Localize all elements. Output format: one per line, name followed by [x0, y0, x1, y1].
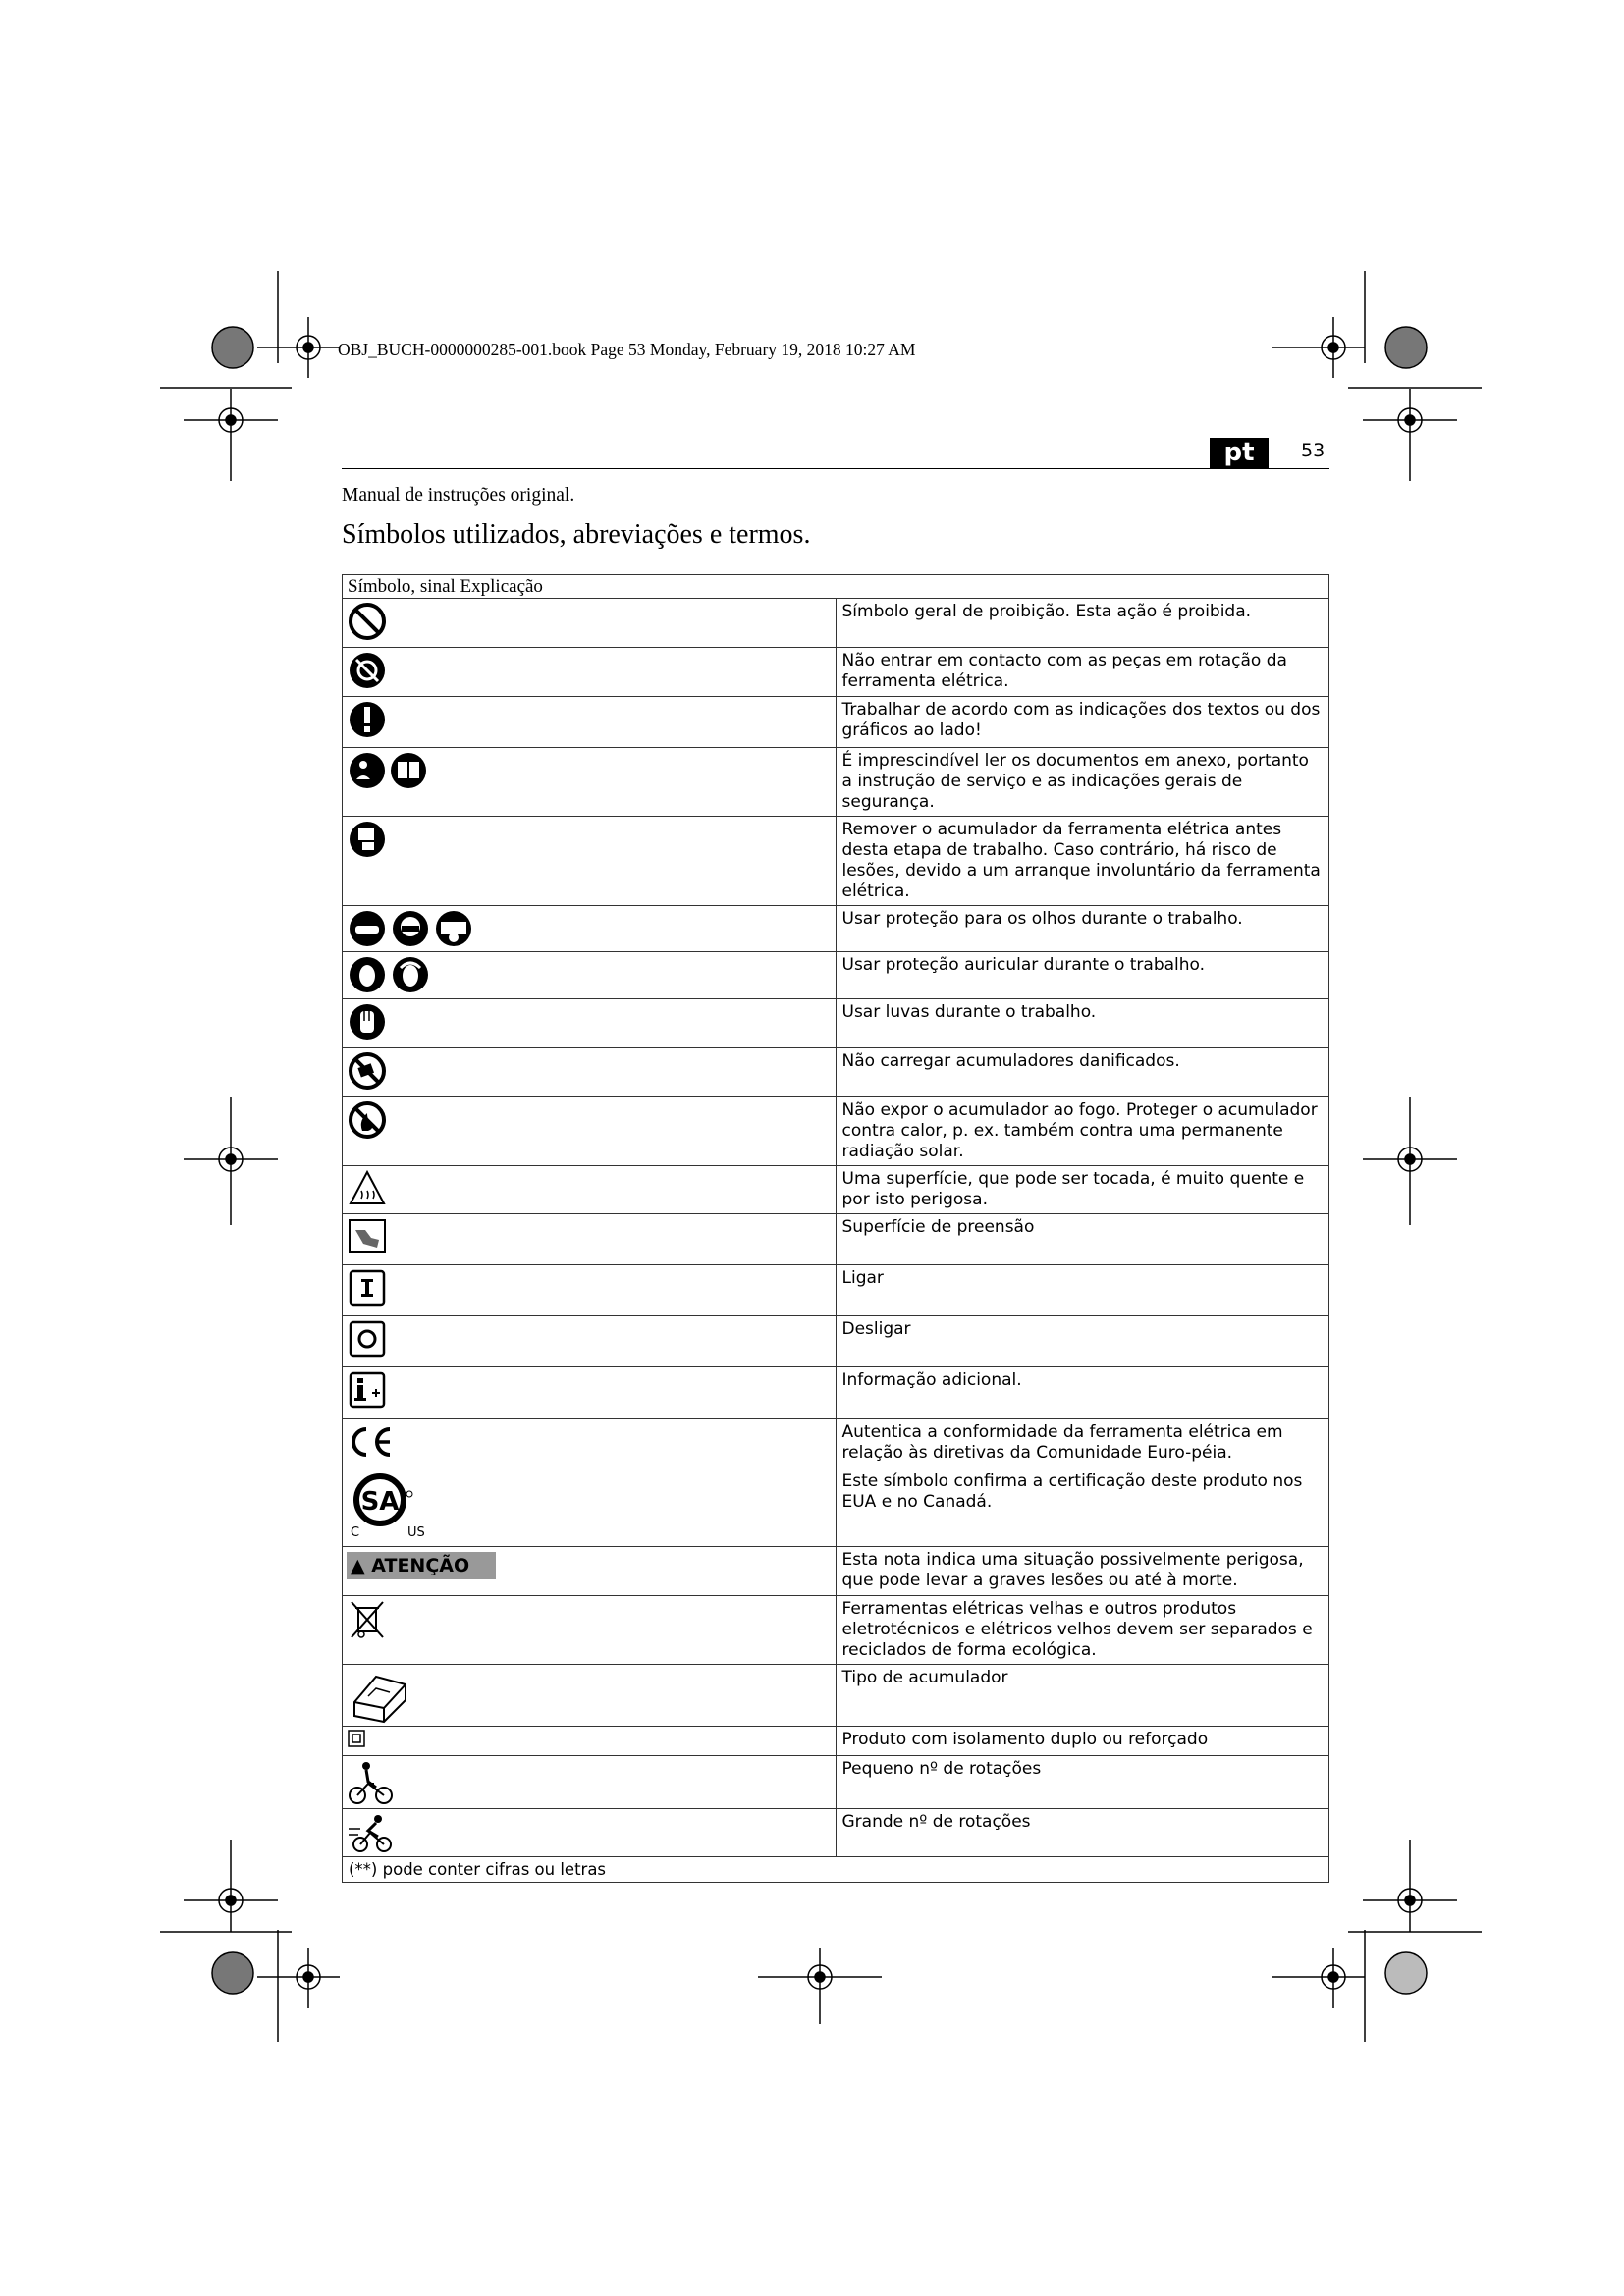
switch-on-icon [347, 1267, 388, 1308]
table-row [343, 1419, 1329, 1468]
table-row [343, 1265, 1329, 1316]
row-text: Esta nota indica uma situação possivelmente perigosa, que pode levar a graves lesões ou até à morte. [836, 1547, 1329, 1596]
table-row [343, 599, 1329, 648]
table-row [343, 1727, 1329, 1756]
remove-battery-icon [347, 819, 388, 860]
prohibition-icon [347, 601, 388, 642]
symbols-table [342, 574, 1329, 1883]
row-text: Símbolo geral de proibição. Esta ação é proibida. [836, 599, 1329, 648]
csa-us-label: US [407, 1525, 425, 1540]
header-rule [342, 468, 1329, 469]
table-row [343, 952, 1329, 999]
table-row [343, 1756, 1329, 1809]
ear-protection-icon [347, 954, 435, 995]
no-touch-rotating-icon [347, 650, 388, 691]
language-badge: pt [1210, 438, 1269, 468]
battery-type-icon [347, 1667, 415, 1724]
row-text: Tipo de acumulador [836, 1665, 1329, 1727]
row-text: Não carregar acumuladores danificados. [836, 1048, 1329, 1097]
exclamation-icon [347, 699, 388, 740]
table-row [343, 1547, 1329, 1596]
grip-surface-icon [347, 1216, 388, 1255]
table-row [343, 697, 1329, 748]
row-text: Desligar [836, 1316, 1329, 1367]
table-row [343, 817, 1329, 906]
ce-mark-icon [347, 1421, 396, 1463]
no-fire-battery-icon [347, 1099, 388, 1141]
row-text: Remover o acumulador da ferramenta elétrica antes desta etapa de trabalho. Caso contrário, há risco de lesões, devido a um arranque involuntário da ferramenta elétrica. [836, 817, 1329, 906]
row-text: Usar luvas durante o trabalho. [836, 999, 1329, 1048]
table-row [343, 1596, 1329, 1665]
table-row [343, 1166, 1329, 1214]
row-text: Uma superfície, que pode ser tocada, é muito quente e por isto perigosa. [836, 1166, 1329, 1214]
slow-bike-icon [347, 1758, 396, 1805]
row-text: Este símbolo confirma a certificação deste produto nos EUA e no Canadá. [836, 1468, 1329, 1547]
table-row [343, 1809, 1329, 1857]
csa-center-text: SA [360, 1487, 400, 1517]
table-row [343, 1367, 1329, 1419]
row-text: Ligar [836, 1265, 1329, 1316]
info-icon [347, 1369, 388, 1411]
row-text: Produto com isolamento duplo ou reforçado [836, 1727, 1329, 1756]
read-manual-icon [347, 750, 435, 791]
table-row [343, 1097, 1329, 1166]
table-row [343, 748, 1329, 817]
csa-mark-icon [347, 1470, 435, 1543]
row-text: Superfície de preensão [836, 1214, 1329, 1265]
row-text: É imprescindível ler os documentos em anexo, portanto a instrução de serviço e as indicações gerais de segurança. [836, 748, 1329, 817]
page-title: Símbolos utilizados, abreviações e termos. [342, 519, 811, 550]
row-text: Pequeno nº de rotações [836, 1756, 1329, 1809]
fast-bike-icon [347, 1811, 398, 1854]
weee-bin-icon [347, 1598, 388, 1641]
eye-protection-icon [347, 908, 478, 949]
row-text: Usar proteção auricular durante o trabalho. [836, 952, 1329, 999]
row-text: Grande nº de rotações [836, 1809, 1329, 1857]
csa-c-label: C [351, 1525, 360, 1540]
table-row [343, 999, 1329, 1048]
table-header: Símbolo, sinal Explicação [343, 575, 1329, 599]
double-insulation-icon [347, 1729, 366, 1748]
row-text: Autentica a conformidade da ferramenta elétrica em relação às diretivas da Comunidade Euro-péia. [836, 1419, 1329, 1468]
table-row [343, 1665, 1329, 1727]
page-number: 53 [1301, 440, 1326, 461]
row-text: Não expor o acumulador ao fogo. Proteger o acumulador contra calor, p. ex. também contra uma permanente radiação solar. [836, 1097, 1329, 1166]
warning-badge [347, 1552, 496, 1579]
no-damaged-battery-icon [347, 1050, 388, 1092]
row-text: Informação adicional. [836, 1367, 1329, 1419]
table-row [343, 1048, 1329, 1097]
hot-surface-icon [347, 1168, 388, 1207]
table-row [343, 1316, 1329, 1367]
subtitle: Manual de instruções original. [342, 485, 575, 506]
table-footer: (**) pode conter cifras ou letras [343, 1857, 1329, 1883]
warning-triangle-icon: ▲ [351, 1555, 365, 1576]
switch-off-icon [347, 1318, 388, 1360]
row-text: Ferramentas elétricas velhas e outros produtos eletrotécnicos e elétricos velhos devem ser separados e reciclados de forma ecológica. [836, 1596, 1329, 1665]
row-text: Trabalhar de acordo com as indicações dos textos ou dos gráficos ao lado! [836, 697, 1329, 748]
gloves-icon [347, 1001, 388, 1042]
warning-label: ATENÇÃO [371, 1555, 470, 1576]
table-row [343, 648, 1329, 697]
table-row [343, 906, 1329, 952]
table-header-row [343, 575, 1329, 599]
print-header: OBJ_BUCH-0000000285-001.book Page 53 Monday, February 19, 2018 10:27 AM [338, 340, 916, 359]
table-footer-row [343, 1857, 1329, 1883]
table-row [343, 1468, 1329, 1547]
row-text: Usar proteção para os olhos durante o trabalho. [836, 906, 1329, 952]
row-text: Não entrar em contacto com as peças em rotação da ferramenta elétrica. [836, 648, 1329, 697]
table-row [343, 1214, 1329, 1265]
